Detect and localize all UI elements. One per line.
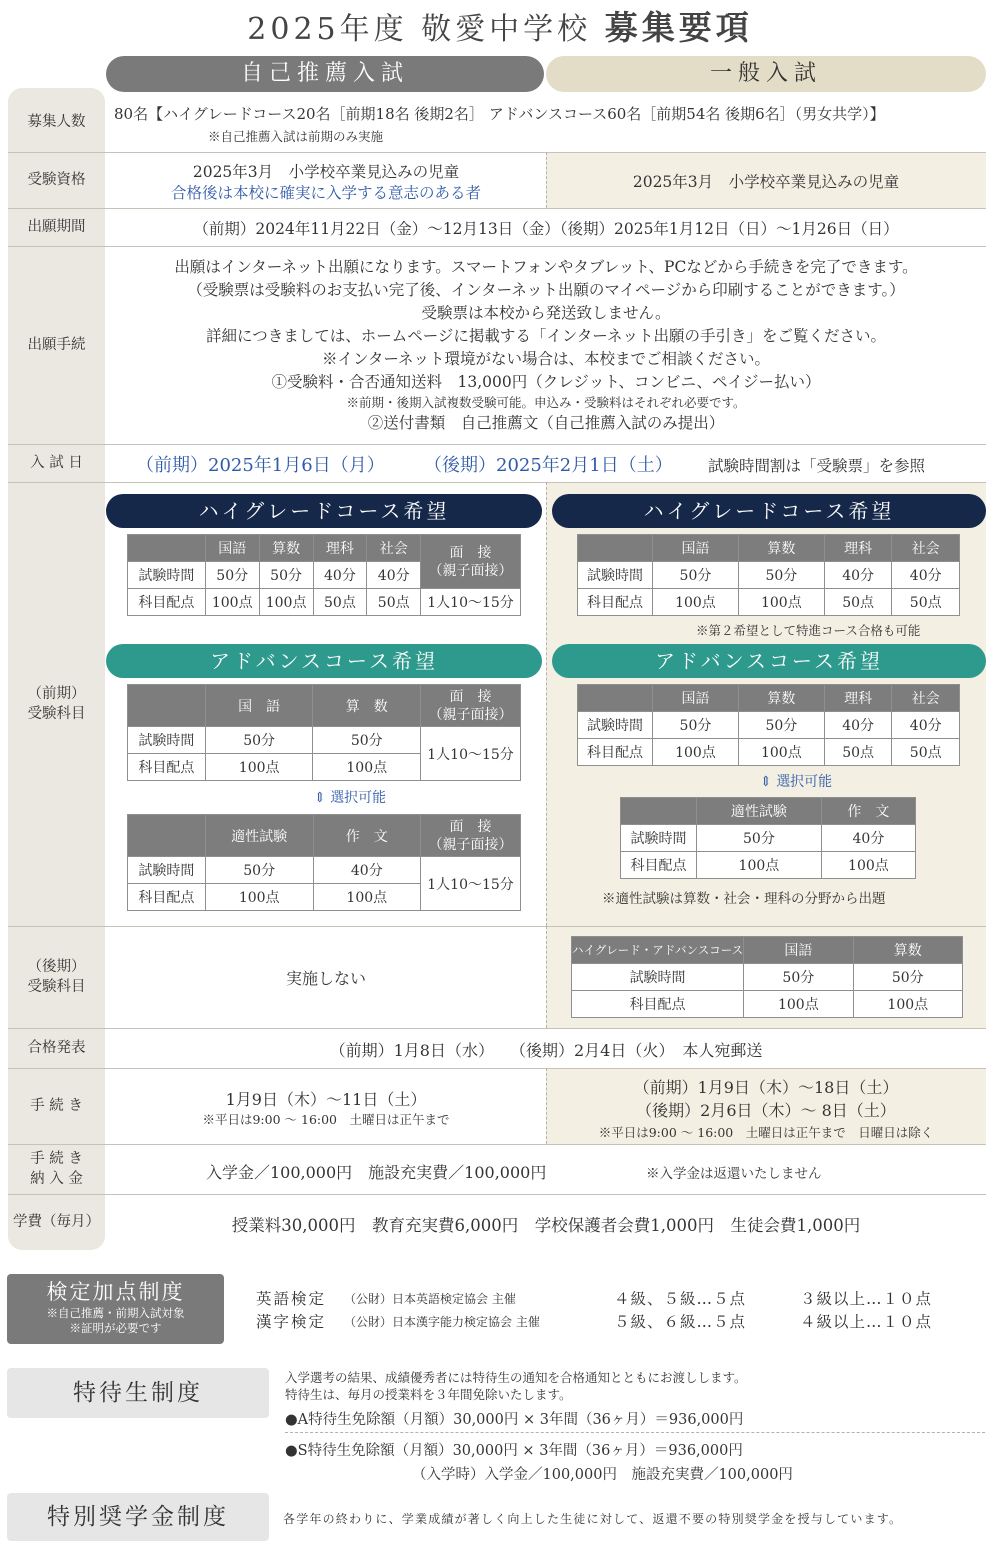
- table-cell: 50点: [313, 589, 367, 616]
- general-highgrade-pill: ハイグレードコース希望: [552, 494, 986, 528]
- tuition-text: 授業料30,000円 教育充実費6,000円 学校保護者会費1,000円 生徒会費1,000円: [231, 1216, 861, 1235]
- table-cell: 50点: [892, 739, 960, 766]
- kentei-eng-mid: ４級、５級…５点: [614, 1290, 747, 1308]
- procedure-line: 受験票は本校から発送致しません。: [421, 304, 671, 322]
- interview-label: 面 接: [449, 688, 492, 705]
- general-exam-header: 一般入試: [546, 56, 986, 92]
- fees-note: ※入学金は返還いたしません: [646, 1166, 822, 1182]
- interview-sub: （親子面接）: [428, 836, 513, 853]
- table-cell: 40分: [821, 825, 915, 852]
- table-cell: 50分: [653, 562, 739, 589]
- procedure-line: ※前期・後期入試複数受験可能。申込み・受験料はそれぞれ必要です。: [346, 395, 746, 410]
- self-highgrade-pill: ハイグレードコース希望: [106, 494, 542, 528]
- table-header: 作 文: [821, 798, 915, 825]
- table-header-interview: [421, 685, 521, 727]
- table-header: ハイグレード・アドバンスコース: [572, 937, 744, 964]
- row-label: 科目配点: [572, 991, 744, 1018]
- table-corner: [578, 535, 653, 562]
- capacity-text: 80名【ハイグレードコース20名［前期18名 後期2名］ アドバンスコース60名［前期54名 後期6名］（男女共学）】: [114, 105, 885, 123]
- label-late-subjects-1: （後期）: [27, 959, 86, 975]
- tokutai-a: ●A特待生免除額（月額）30,000円 × 3年間（36ヶ月）＝936,000円: [285, 1412, 744, 1428]
- table-header: 算 数: [313, 685, 421, 727]
- table-header: 社会: [892, 685, 960, 712]
- table-header: 理科: [824, 535, 892, 562]
- interview-sub: （親子面接）: [428, 706, 513, 723]
- table-cell: 50分: [744, 964, 853, 991]
- divider: [8, 1028, 986, 1029]
- row-label: 試験時間: [578, 562, 653, 589]
- procedure-line: ②送付書類 自己推薦文（自己推薦入試のみ提出）: [367, 414, 725, 432]
- divider: [8, 246, 986, 247]
- label-early-subjects: [8, 482, 105, 926]
- general-highgrade-table: [577, 534, 960, 616]
- table-cell: 100点: [821, 852, 915, 879]
- table-corner: [128, 815, 206, 857]
- kentei-kanji-high: ４級以上…１０点: [800, 1313, 933, 1331]
- table-cell: 40分: [892, 712, 960, 739]
- table-cell: 50点: [367, 589, 421, 616]
- exam-date-note: 試験時間割は「受験票」を参照: [708, 457, 926, 475]
- row-label: 科目配点: [578, 739, 653, 766]
- kentei-eng-org: （公財）日本英語検定協会 主催: [344, 1292, 516, 1306]
- divider: [8, 1194, 986, 1195]
- scholar-title: 特別奨学金制度: [7, 1493, 269, 1541]
- table-cell: 100点: [205, 754, 313, 781]
- table-cell: 100点: [744, 991, 853, 1018]
- procedure-line: 詳細につきましては、ホームページに掲載する「インターネット出願の手引き」をご覧ください。: [206, 327, 886, 345]
- row-label: 試験時間: [621, 825, 697, 852]
- table-cell: 50分: [313, 727, 421, 754]
- table-header: 作 文: [313, 815, 421, 857]
- table-header: 国語: [653, 685, 739, 712]
- select-label: 選択可能: [330, 790, 387, 806]
- row-label: 科目配点: [128, 754, 206, 781]
- table-header-interview: [421, 815, 521, 857]
- self-highgrade-table: [127, 534, 521, 616]
- scholar-text: 各学年の終わりに、学業成績が著しく向上した生徒に対して、返還不要の特別奨学金を授与しています。: [283, 1512, 903, 1526]
- table-cell: 50分: [205, 857, 313, 884]
- tokutai-line1: 入学選考の結果、成績優秀者には特待生の通知を合格通知とともにお渡しします。: [285, 1370, 747, 1385]
- label-tuition: 学費（毎月）: [13, 1214, 100, 1230]
- note-second-choice: ※第２希望として特進コース合格も可能: [696, 623, 921, 638]
- table-cell: 100点: [738, 739, 824, 766]
- label-late-subjects-2: 受験科目: [27, 979, 86, 995]
- note-aptitude: ※適性試験は算数・社会・理科の分野から出題: [602, 891, 886, 907]
- table-cell: 100点: [653, 739, 739, 766]
- table-cell: 100点: [259, 589, 313, 616]
- table-header: 社会: [892, 535, 960, 562]
- procedure-block: [106, 256, 986, 435]
- kentei-kanji-mid: ５級、６級…５点: [614, 1313, 747, 1331]
- table-header: 国語: [744, 937, 853, 964]
- self-recommend-header: 自己推薦入試: [106, 56, 544, 92]
- table-cell: 50点: [824, 739, 892, 766]
- label-fees-1: 手 続 き: [30, 1151, 83, 1167]
- table-header: 国 語: [205, 685, 313, 727]
- divider: [8, 926, 986, 927]
- column-divider: [546, 482, 547, 926]
- table-header: 適性試験: [697, 798, 822, 825]
- row-label: 試験時間: [128, 857, 206, 884]
- table-cell: 40分: [892, 562, 960, 589]
- exam-date-early: （前期）2025年1月6日（月）: [136, 455, 385, 476]
- label-enroll: 手 続 き: [30, 1098, 83, 1114]
- general-advance-pill: アドバンスコース希望: [552, 644, 986, 678]
- table-header: 理科: [824, 685, 892, 712]
- table-cell: 100点: [653, 589, 739, 616]
- tokutai-s: ●S特待生免除額（月額）30,000円 × 3年間（36ヶ月）＝936,000円: [285, 1443, 743, 1459]
- table-cell: 100点: [738, 589, 824, 616]
- label-results: 合格発表: [27, 1040, 86, 1056]
- fees-text: 入学金／100,000円 施設充実費／100,000円: [206, 1163, 547, 1182]
- general-advance-table-1: [577, 684, 960, 766]
- procedure-line: ①受験料・合否通知送料 13,000円（クレジット、コンビニ、ペイジー払い）: [271, 373, 821, 391]
- table-cell: 50分: [653, 712, 739, 739]
- row-label: 科目配点: [578, 589, 653, 616]
- general-advance-table-2: [620, 797, 916, 879]
- self-advance-pill: アドバンスコース希望: [106, 644, 542, 678]
- enroll-gen-note: ※平日は9:00 ～ 16:00 土曜日は正午まで 日曜日は除く: [598, 1125, 934, 1140]
- table-header: 国語: [653, 535, 739, 562]
- row-label: 試験時間: [572, 964, 744, 991]
- table-cell: 40分: [824, 712, 892, 739]
- table-cell: 50分: [738, 712, 824, 739]
- late-general-table: [571, 936, 963, 1018]
- self-advance-table-2: [127, 814, 521, 911]
- table-cell: 1人10～15分: [421, 589, 521, 616]
- kentei-box: [7, 1274, 224, 1344]
- procedure-line: 出願はインターネット出願になります。スマートフォンやタブレット、PCなどから手続きを完了できます。: [174, 258, 918, 276]
- divider: [8, 1068, 986, 1069]
- table-header: 国語: [205, 535, 259, 562]
- tokutai-divider: [285, 1432, 985, 1433]
- table-cell: 40分: [824, 562, 892, 589]
- tokutai-s2: （入学時）入学金／100,000円 施設充実費／100,000円: [412, 1467, 793, 1483]
- table-header: 理科: [313, 535, 367, 562]
- table-cell: 1人10～15分: [421, 857, 521, 911]
- enroll-gen-line2: （後期）2月6日（木）～ 8日（土）: [636, 1101, 896, 1120]
- divider: [8, 444, 986, 445]
- title-prefix: 2025年度 敬愛中学校: [247, 12, 592, 47]
- label-eligibility: 受験資格: [27, 172, 86, 188]
- column-divider: [546, 926, 547, 1028]
- kentei-sub1: ※自己推薦・前期入試対象: [46, 1306, 185, 1320]
- label-early-subjects-1: （前期）: [27, 686, 86, 702]
- enroll-self-line: 1月9日（木）～11日（土）: [225, 1090, 427, 1109]
- label-fees: [8, 1144, 105, 1194]
- table-corner: [128, 535, 206, 562]
- table-cell: 40分: [313, 562, 367, 589]
- late-self-text: 実施しない: [285, 969, 366, 988]
- table-cell: 100点: [205, 589, 259, 616]
- table-header-interview: [421, 535, 521, 589]
- row-label: 試験時間: [128, 727, 206, 754]
- label-late-subjects: [8, 926, 105, 1028]
- table-cell: 50分: [697, 825, 822, 852]
- select-possible-2: [760, 771, 832, 791]
- tokutai-title: 特待生制度: [7, 1368, 269, 1418]
- table-cell: 100点: [313, 754, 421, 781]
- row-label: 科目配点: [128, 589, 206, 616]
- divider: [8, 152, 986, 153]
- table-cell: 50分: [205, 727, 313, 754]
- row-label: 試験時間: [578, 712, 653, 739]
- kentei-kanji: 漢字検定: [256, 1313, 327, 1331]
- table-cell: 50点: [892, 589, 960, 616]
- table-cell: 100点: [697, 852, 822, 879]
- enroll-gen-line1: （前期）1月9日（木）～18日（土）: [633, 1078, 899, 1097]
- table-cell: 100点: [313, 884, 421, 911]
- table-cell: 50分: [738, 562, 824, 589]
- table-header: 算数: [259, 535, 313, 562]
- capacity-note: ※自己推薦入試は前期のみ実施: [208, 129, 384, 144]
- table-cell: 100点: [205, 884, 313, 911]
- label-procedure: 出願手続: [27, 337, 86, 353]
- eligibility-self-line1: 2025年3月 小学校卒業見込みの児童: [192, 163, 460, 181]
- table-cell: 1人10～15分: [421, 727, 521, 781]
- table-corner: [621, 798, 697, 825]
- up-down-arrow-icon: ⇕: [314, 790, 326, 806]
- kentei-kanji-org: （公財）日本漢字能力検定協会 主催: [344, 1315, 540, 1329]
- kentei-eng-high: ３級以上…１０点: [800, 1290, 933, 1308]
- procedure-line: ※インターネット環境がない場合は、本校までご相談ください。: [321, 350, 771, 368]
- table-cell: 50分: [259, 562, 313, 589]
- label-early-subjects-2: 受験科目: [27, 706, 86, 722]
- row-label: 科目配点: [128, 884, 206, 911]
- divider: [8, 208, 986, 209]
- table-cell: 40分: [313, 857, 421, 884]
- table-header: 算数: [853, 937, 962, 964]
- table-cell: 100点: [853, 991, 962, 1018]
- select-label: 選択可能: [776, 774, 833, 790]
- page-title: [0, 2, 1000, 49]
- eligibility-general: 2025年3月 小学校卒業見込みの児童: [632, 173, 900, 191]
- row-label: 試験時間: [128, 562, 206, 589]
- enroll-self-note: ※平日は9:00 ～ 16:00 土曜日は正午まで: [202, 1112, 450, 1127]
- kentei-eng: 英語検定: [256, 1290, 327, 1308]
- row-label: 科目配点: [621, 852, 697, 879]
- period-text: （前期）2024年11月22日（金）～12月13日（金）（後期）2025年1月12日（日）～1月26日（日）: [193, 220, 899, 238]
- table-cell: 50分: [853, 964, 962, 991]
- kentei-title: 検定加点制度: [46, 1280, 185, 1304]
- table-corner: [578, 685, 653, 712]
- exam-date-late: （後期）2025年2月1日（土）: [424, 455, 673, 476]
- table-cell: 50点: [824, 589, 892, 616]
- results-text: （前期）1月8日（水） （後期）2月4日（火） 本人宛郵送: [329, 1041, 763, 1060]
- label-capacity: 募集人数: [27, 114, 86, 130]
- select-possible-1: [314, 787, 386, 807]
- interview-sub: （親子面接）: [428, 562, 513, 579]
- interview-label: 面 接: [449, 544, 492, 561]
- table-cell: 50分: [205, 562, 259, 589]
- self-advance-table-1: [127, 684, 521, 781]
- label-period: 出願期間: [27, 219, 86, 235]
- label-fees-2: 納 入 金: [30, 1171, 83, 1187]
- table-cell: 40分: [367, 562, 421, 589]
- table-header: 適性試験: [205, 815, 313, 857]
- title-main: 募集要項: [604, 8, 753, 47]
- eligibility-self-line2: 合格後は本校に確実に入学する意志のある者: [170, 184, 481, 202]
- table-header: 算数: [738, 685, 824, 712]
- table-header: 算数: [738, 535, 824, 562]
- interview-label: 面 接: [449, 818, 492, 835]
- divider: [8, 1144, 986, 1145]
- divider: [8, 482, 986, 483]
- table-header: 社会: [367, 535, 421, 562]
- procedure-line: （受験票は受験料のお支払い完了後、インターネット出願のマイページから印刷することができます。）: [187, 281, 905, 299]
- table-corner: [128, 685, 206, 727]
- kentei-sub2: ※証明が必要です: [69, 1321, 162, 1335]
- tokutai-line2: 特待生は、毎月の授業料を３年間免除いたします。: [285, 1387, 572, 1402]
- up-down-arrow-icon: ⇕: [760, 774, 772, 790]
- label-exam-date: 入 試 日: [30, 455, 83, 471]
